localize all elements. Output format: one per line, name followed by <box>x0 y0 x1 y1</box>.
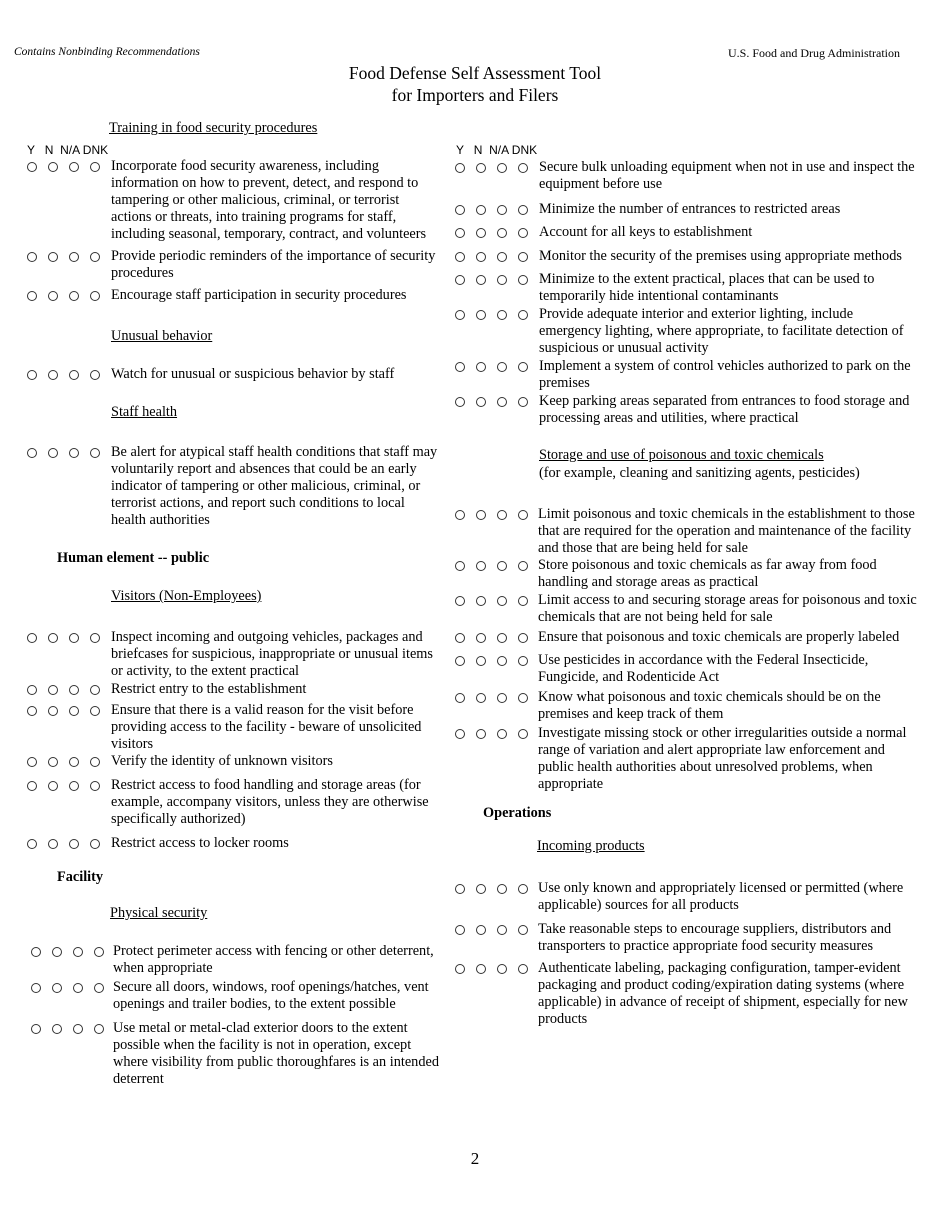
checklist-item-text: Investigate missing stock or other irregularities outside a normal range of variation and alert appropriate law enforcement and public health authorities about unresolved problems, when appropriate <box>538 725 907 792</box>
checklist-item-text: Provide adequate interior and exterior lighting, include emergency lighting, where appropriate, to facilitate detection of suspicious or unusual activity <box>539 306 904 356</box>
radio-dnk[interactable] <box>518 633 528 643</box>
radio-n[interactable] <box>52 983 62 993</box>
response-radio-group <box>27 252 100 262</box>
page-number: 2 <box>470 1149 480 1168</box>
radio-dnk[interactable] <box>94 947 104 957</box>
radio-n[interactable] <box>48 291 58 301</box>
radio-y[interactable] <box>455 884 465 894</box>
radio-dnk[interactable] <box>518 925 528 935</box>
radio-y[interactable] <box>455 596 465 606</box>
radio-n[interactable] <box>48 633 58 643</box>
radio-y[interactable] <box>27 370 37 380</box>
checklist-item-text: Verify the identity of unknown visitors <box>111 753 333 769</box>
heading-unusual-behavior: Unusual behavior <box>111 328 213 344</box>
checklist-item-text: Inspect incoming and outgoing vehicles, packages and briefcases for suspicious, inappropriate or unusual items or activity, to the extent practical <box>111 629 433 679</box>
radio-n[interactable] <box>476 884 486 894</box>
radio-dnk[interactable] <box>518 228 528 238</box>
radio-n[interactable] <box>48 252 58 262</box>
radio-y[interactable] <box>27 633 37 643</box>
radio-n[interactable] <box>48 839 58 849</box>
radio-dnk[interactable] <box>90 291 100 301</box>
radio-dnk[interactable] <box>518 310 528 320</box>
radio-dnk[interactable] <box>90 162 100 172</box>
radio-dnk[interactable] <box>518 252 528 262</box>
response-radio-group <box>455 633 528 643</box>
radio-dnk[interactable] <box>90 685 100 695</box>
checklist-item-text: Minimize to the extent practical, places that can be used to temporarily hide intentional contaminants <box>539 271 875 304</box>
checklist-item-text: Secure bulk unloading equipment when not in use and inspect the equipment before use <box>539 159 915 192</box>
checklist-item-text: Ensure that there is a valid reason for the visit before providing access to the facility - beware of unsolicited visitors <box>111 702 422 752</box>
radio-na[interactable] <box>497 228 507 238</box>
radio-dnk[interactable] <box>518 205 528 215</box>
response-radio-group <box>455 228 528 238</box>
radio-n[interactable] <box>476 228 486 238</box>
radio-y[interactable] <box>455 925 465 935</box>
radio-n[interactable] <box>476 656 486 666</box>
radio-n[interactable] <box>476 205 486 215</box>
radio-n[interactable] <box>476 310 486 320</box>
response-radio-group <box>455 397 528 407</box>
radio-y[interactable] <box>455 163 465 173</box>
checklist-item-text: Use pesticides in accordance with the Federal Insecticide, Fungicide, and Rodenticide Act <box>538 652 869 685</box>
checklist-item-text: Watch for unusual or suspicious behavior by staff <box>111 366 395 382</box>
radio-na[interactable] <box>497 205 507 215</box>
checklist-item-text: Restrict entry to the establishment <box>111 681 307 697</box>
radio-na[interactable] <box>497 310 507 320</box>
heading-incoming-products: Incoming products <box>537 838 645 854</box>
page-title: Food Defense Self Assessment Tool for Importers and Filers <box>348 63 602 105</box>
radio-y[interactable] <box>455 362 465 372</box>
response-radio-group <box>455 596 528 606</box>
radio-na[interactable] <box>69 757 79 767</box>
checklist-item-text: Implement a system of control vehicles authorized to park on the premises <box>539 358 911 391</box>
radio-n[interactable] <box>476 964 486 974</box>
column-header-right: Y N N/A DNK <box>456 143 538 157</box>
response-radio-group <box>27 370 100 380</box>
radio-dnk[interactable] <box>518 362 528 372</box>
radio-n[interactable] <box>476 561 486 571</box>
radio-n[interactable] <box>476 163 486 173</box>
radio-dnk[interactable] <box>90 370 100 380</box>
radio-n[interactable] <box>48 757 58 767</box>
response-radio-group <box>455 656 528 666</box>
radio-y[interactable] <box>27 685 37 695</box>
radio-dnk[interactable] <box>518 397 528 407</box>
response-radio-group <box>27 839 100 849</box>
radio-y[interactable] <box>455 205 465 215</box>
radio-dnk[interactable] <box>518 275 528 285</box>
checklist-item-text: Restrict access to food handling and storage areas (for example, accompany visitors, unless they are otherwise specifically authorized) <box>111 777 429 827</box>
response-radio-group <box>31 1024 104 1034</box>
radio-n[interactable] <box>52 947 62 957</box>
response-radio-group <box>27 291 100 301</box>
response-radio-group <box>27 757 100 767</box>
radio-dnk[interactable] <box>90 706 100 716</box>
radio-y[interactable] <box>27 162 37 172</box>
radio-y[interactable] <box>455 510 465 520</box>
response-radio-group <box>455 205 528 215</box>
radio-y[interactable] <box>27 448 37 458</box>
radio-n[interactable] <box>52 1024 62 1034</box>
radio-dnk[interactable] <box>518 729 528 739</box>
radio-na[interactable] <box>497 510 507 520</box>
radio-na[interactable] <box>497 596 507 606</box>
radio-na[interactable] <box>69 839 79 849</box>
checklist-item-text: Secure all doors, windows, roof openings/hatches, vent openings and trailer bodies, to the extent possible <box>113 979 429 1012</box>
radio-y[interactable] <box>27 839 37 849</box>
radio-na[interactable] <box>497 884 507 894</box>
radio-y[interactable] <box>27 781 37 791</box>
radio-n[interactable] <box>48 162 58 172</box>
radio-y[interactable] <box>27 252 37 262</box>
radio-n[interactable] <box>476 362 486 372</box>
radio-na[interactable] <box>497 633 507 643</box>
header-agency: U.S. Food and Drug Administration <box>728 46 901 60</box>
radio-y[interactable] <box>455 964 465 974</box>
radio-dnk[interactable] <box>518 163 528 173</box>
radio-na[interactable] <box>497 252 507 262</box>
radio-na[interactable] <box>69 706 79 716</box>
radio-n[interactable] <box>48 706 58 716</box>
radio-y[interactable] <box>455 693 465 703</box>
radio-n[interactable] <box>476 252 486 262</box>
radio-n[interactable] <box>48 781 58 791</box>
checklist-item-text: Restrict access to locker rooms <box>111 835 289 851</box>
radio-dnk[interactable] <box>518 693 528 703</box>
radio-n[interactable] <box>476 693 486 703</box>
response-radio-group <box>27 633 100 643</box>
heading-chemicals: Storage and use of poisonous and toxic chemicals <box>539 447 824 463</box>
response-radio-group <box>455 252 528 262</box>
radio-y[interactable] <box>27 291 37 301</box>
checklist-item-text: Limit access to and securing storage areas for poisonous and toxic chemicals that are not being held for sale <box>538 592 917 625</box>
radio-n[interactable] <box>476 596 486 606</box>
radio-y[interactable] <box>27 706 37 716</box>
checklist-item-text: Use only known and appropriately licensed or permitted (where applicable) sources for all products <box>538 880 904 913</box>
radio-na[interactable] <box>69 633 79 643</box>
response-radio-group <box>455 693 528 703</box>
response-radio-group <box>455 362 528 372</box>
radio-na[interactable] <box>497 275 507 285</box>
response-radio-group <box>455 729 528 739</box>
radio-na[interactable] <box>69 291 79 301</box>
radio-na[interactable] <box>497 397 507 407</box>
radio-y[interactable] <box>455 310 465 320</box>
checklist-item-text: Encourage staff participation in security procedures <box>111 287 407 303</box>
radio-y[interactable] <box>455 656 465 666</box>
radio-dnk[interactable] <box>518 561 528 571</box>
checklist-item-text: Protect perimeter access with fencing or other deterrent, when appropriate <box>113 943 434 976</box>
heading-human-element: Human element -- public <box>57 550 210 566</box>
response-radio-group <box>455 561 528 571</box>
radio-y[interactable] <box>455 633 465 643</box>
response-radio-group <box>31 983 104 993</box>
checklist-item-text: Account for all keys to establishment <box>539 224 753 240</box>
response-radio-group <box>27 448 100 458</box>
radio-dnk[interactable] <box>94 983 104 993</box>
checklist-item-text: Keep parking areas separated from entrances to food storage and processing areas and utilities, where practical <box>539 393 910 426</box>
radio-dnk[interactable] <box>518 510 528 520</box>
heading-visitors: Visitors (Non-Employees) <box>111 588 262 604</box>
header-disclaimer: Contains Nonbinding Recommendations <box>14 46 200 58</box>
radio-na[interactable] <box>69 685 79 695</box>
radio-n[interactable] <box>476 397 486 407</box>
radio-n[interactable] <box>476 925 486 935</box>
response-radio-group <box>455 510 528 520</box>
response-radio-group <box>455 925 528 935</box>
radio-dnk[interactable] <box>90 839 100 849</box>
checklist-item-text: Be alert for atypical staff health conditions that staff may voluntarily report and absences that could be an early indicator of tampering or other malicious, criminal, or terrorist actions, and report such conditions to local health authorities <box>111 444 438 528</box>
radio-y[interactable] <box>455 252 465 262</box>
radio-na[interactable] <box>73 983 83 993</box>
radio-dnk[interactable] <box>90 252 100 262</box>
radio-na[interactable] <box>69 162 79 172</box>
response-radio-group <box>27 781 100 791</box>
radio-n[interactable] <box>476 275 486 285</box>
radio-dnk[interactable] <box>518 656 528 666</box>
radio-na[interactable] <box>73 1024 83 1034</box>
response-radio-group <box>455 884 528 894</box>
checklist-item-text: Store poisonous and toxic chemicals as far away from food handling and storage areas as practical <box>538 557 877 590</box>
radio-n[interactable] <box>48 370 58 380</box>
radio-na[interactable] <box>497 729 507 739</box>
radio-na[interactable] <box>497 656 507 666</box>
response-radio-group <box>455 964 528 974</box>
response-radio-group <box>27 685 100 695</box>
checklist-item-text: Monitor the security of the premises using appropriate methods <box>539 248 902 264</box>
radio-dnk[interactable] <box>518 964 528 974</box>
radio-na[interactable] <box>73 947 83 957</box>
checklist-item-text: Incorporate food security awareness, including information on how to prevent, detect, and respond to tampering or other malicious, criminal, or terrorist actions or threats, into training programs for staff, including seasonal, temporary, contract, and volunteers <box>111 158 427 242</box>
radio-y[interactable] <box>27 757 37 767</box>
radio-na[interactable] <box>497 362 507 372</box>
radio-na[interactable] <box>69 252 79 262</box>
column-header-left: Y N N/A DNK <box>27 143 109 157</box>
radio-y[interactable] <box>31 1024 41 1034</box>
response-radio-group <box>455 310 528 320</box>
response-radio-group <box>31 947 104 957</box>
heading-chemicals-sub: (for example, cleaning and sanitizing agents, pesticides) <box>539 465 860 481</box>
response-radio-group <box>455 275 528 285</box>
radio-n[interactable] <box>476 510 486 520</box>
heading-facility: Facility <box>57 869 104 885</box>
radio-na[interactable] <box>497 163 507 173</box>
radio-na[interactable] <box>69 370 79 380</box>
checklist-item-text: Know what poisonous and toxic chemicals should be on the premises and keep track of them <box>538 689 881 722</box>
radio-dnk[interactable] <box>90 633 100 643</box>
checklist-item-text: Limit poisonous and toxic chemicals in the establishment to those that are required for the operation and maintenance of the facility and those that are being held for sale <box>538 506 915 556</box>
radio-y[interactable] <box>455 561 465 571</box>
radio-y[interactable] <box>31 947 41 957</box>
radio-na[interactable] <box>497 693 507 703</box>
response-radio-group <box>455 163 528 173</box>
radio-dnk[interactable] <box>90 448 100 458</box>
heading-operations: Operations <box>483 805 552 821</box>
radio-y[interactable] <box>455 228 465 238</box>
checklist-item-text: Take reasonable steps to encourage suppliers, distributors and transporters to practice appropriate food security measures <box>538 921 892 954</box>
radio-n[interactable] <box>48 685 58 695</box>
radio-na[interactable] <box>69 781 79 791</box>
radio-na[interactable] <box>497 561 507 571</box>
radio-y[interactable] <box>455 397 465 407</box>
radio-dnk[interactable] <box>518 596 528 606</box>
checklist-item-text: Minimize the number of entrances to restricted areas <box>539 201 841 217</box>
radio-dnk[interactable] <box>518 884 528 894</box>
checklist-item-text: Provide periodic reminders of the importance of security procedures <box>111 248 436 281</box>
radio-na[interactable] <box>497 964 507 974</box>
checklist-item-text: Use metal or metal-clad exterior doors to the extent possible when the facility is not in operation, except where visibility from public thoroughfares is an intended deterrent <box>113 1020 439 1087</box>
radio-y[interactable] <box>31 983 41 993</box>
heading-training: Training in food security procedures <box>109 120 318 136</box>
radio-dnk[interactable] <box>94 1024 104 1034</box>
radio-dnk[interactable] <box>90 781 100 791</box>
radio-y[interactable] <box>455 275 465 285</box>
radio-na[interactable] <box>497 925 507 935</box>
checklist-item-text: Authenticate labeling, packaging configuration, tamper-evident packaging and product coding/expiration dating systems (where applicable) in advance of receipt of shipment, especially for new products <box>538 960 908 1027</box>
heading-staff-health: Staff health <box>111 404 178 420</box>
response-radio-group <box>27 162 100 172</box>
radio-n[interactable] <box>476 633 486 643</box>
radio-n[interactable] <box>48 448 58 458</box>
radio-y[interactable] <box>455 729 465 739</box>
heading-physical-security: Physical security <box>110 905 208 921</box>
radio-dnk[interactable] <box>90 757 100 767</box>
checklist-item-text: Ensure that poisonous and toxic chemicals are properly labeled <box>538 629 900 645</box>
radio-na[interactable] <box>69 448 79 458</box>
response-radio-group <box>27 706 100 716</box>
radio-n[interactable] <box>476 729 486 739</box>
